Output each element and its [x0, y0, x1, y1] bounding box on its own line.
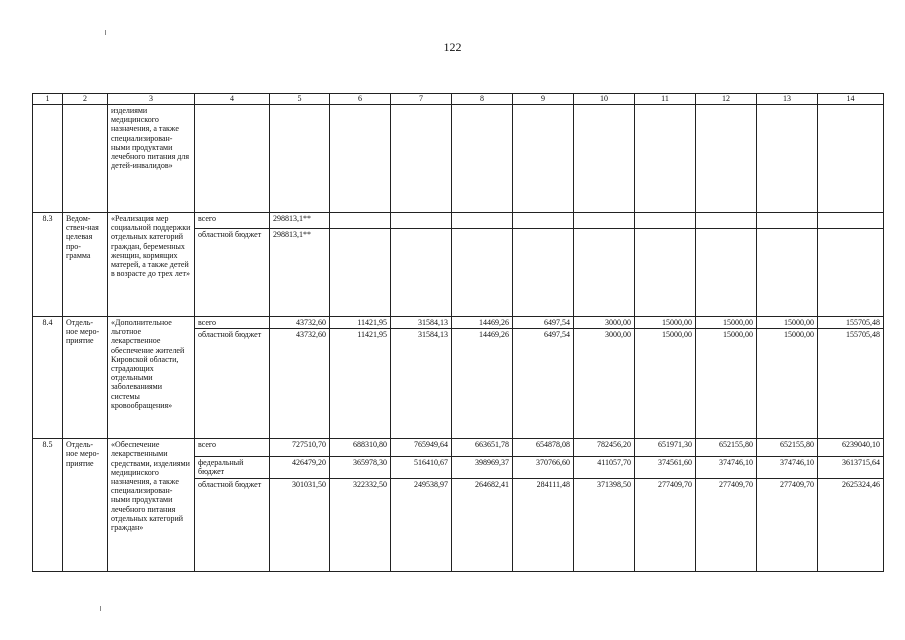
row-number: 8.5	[33, 439, 63, 572]
value-cell: 14469,26	[452, 317, 513, 329]
table-cell	[33, 105, 63, 213]
budget-table	[32, 93, 884, 572]
value-cell: 155705,48	[818, 317, 884, 329]
value-cell: 411057,70	[574, 457, 635, 479]
measure-name: «Дополнительное льготное лекарственное обеспечение жителей Кировской области, страдающих отдельными заболеваниями системы кровообращения»	[108, 317, 195, 439]
value-cell: 651971,30	[635, 439, 696, 457]
table-cell	[270, 105, 330, 213]
value-cell: 663651,78	[452, 439, 513, 457]
header-cell: 4	[195, 94, 270, 105]
funding-source: федеральный бюджет	[195, 457, 270, 479]
funding-source: всего	[195, 317, 270, 329]
funding-source: всего	[195, 213, 270, 229]
value-cell: 374746,10	[696, 457, 757, 479]
value-cell: 31584,13	[391, 317, 452, 329]
header-cell: 11	[635, 94, 696, 105]
value-cell: 652155,80	[696, 439, 757, 457]
value-cell: 298813,1**	[270, 213, 330, 229]
funding-source: областной бюджет	[195, 329, 270, 439]
value-cell: 727510,70	[270, 439, 330, 457]
value-cell: 15000,00	[635, 317, 696, 329]
header-row	[33, 94, 884, 105]
value-cell: 765949,64	[391, 439, 452, 457]
value-cell: 322332,50	[330, 479, 391, 572]
header-cell: 12	[696, 94, 757, 105]
measure-name: «Обеспечение лекарственными средствами, изделиями медицинского назначения, а также специализирован-ными продуктами лечебного питания отдельных категорий граждан»	[108, 439, 195, 572]
table-cell	[757, 105, 818, 213]
header-cell: 13	[757, 94, 818, 105]
header-cell: 7	[391, 94, 452, 105]
header-cell: 2	[63, 94, 108, 105]
row-number: 8.3	[33, 213, 63, 317]
value-cell: 15000,00	[635, 329, 696, 439]
measure-type: Отдель-ное меро-приятие	[63, 439, 108, 572]
value-cell: 277409,70	[635, 479, 696, 572]
funding-source: областной бюджет	[195, 479, 270, 572]
value-cell: 3613715,64	[818, 457, 884, 479]
page-number: 122	[443, 40, 462, 54]
value-cell: 155705,48	[818, 329, 884, 439]
value-cell: 426479,20	[270, 457, 330, 479]
value-cell: 3000,00	[574, 317, 635, 329]
value-cell: 11421,95	[330, 317, 391, 329]
value-cell: 365978,30	[330, 457, 391, 479]
value-cell: 516410,67	[391, 457, 452, 479]
value-cell: 374561,60	[635, 457, 696, 479]
measure-type: Отдель-ное меро-приятие	[63, 317, 108, 439]
value-cell: 43732,60	[270, 329, 330, 439]
value-cell: 652155,80	[757, 439, 818, 457]
value-cell: 14469,26	[452, 329, 513, 439]
table-row	[33, 105, 884, 213]
header-cell: 8	[452, 94, 513, 105]
value-cell: 277409,70	[757, 479, 818, 572]
measure-name: «Реализация мер социальной поддержки отдельных категорий граждан, беременных женщин, кормящих матерей, а также детей в возрасте до трех лет»	[108, 213, 195, 317]
value-cell: 11421,95	[330, 329, 391, 439]
header-cell: 14	[818, 94, 884, 105]
value-cell: 301031,50	[270, 479, 330, 572]
value-cell: 654878,08	[513, 439, 574, 457]
header-cell: 9	[513, 94, 574, 105]
value-cell: 284111,48	[513, 479, 574, 572]
scan-mark	[100, 606, 101, 611]
table-cell	[63, 105, 108, 213]
value-cell: 688310,80	[330, 439, 391, 457]
measure-name: изделиями медицинского назначения, а также специализирован-ными продуктами лечебного питания для детей-инвалидов»	[108, 105, 195, 213]
table-cell	[391, 105, 452, 213]
value-cell: 3000,00	[574, 329, 635, 439]
value-cell: 782456,20	[574, 439, 635, 457]
value-cell: 15000,00	[696, 317, 757, 329]
value-cell: 6239040,10	[818, 439, 884, 457]
table-cell	[452, 105, 513, 213]
table-cell	[330, 105, 391, 213]
table-cell	[818, 105, 884, 213]
value-cell: 249538,97	[391, 479, 452, 572]
header-cell: 3	[108, 94, 195, 105]
value-cell: 43732,60	[270, 317, 330, 329]
value-cell: 6497,54	[513, 329, 574, 439]
value-cell: 370766,60	[513, 457, 574, 479]
value-cell: 15000,00	[696, 329, 757, 439]
value-cell: 398969,37	[452, 457, 513, 479]
table-cell	[195, 105, 270, 213]
measure-type: Ведом-ствен-ная целевая про-грамма	[63, 213, 108, 317]
value-cell: 6497,54	[513, 317, 574, 329]
table-cell	[696, 105, 757, 213]
header-cell: 1	[33, 94, 63, 105]
table-row	[33, 439, 884, 457]
table-row	[33, 317, 884, 329]
table-row	[33, 213, 884, 229]
table-cell	[635, 105, 696, 213]
value-cell: 15000,00	[757, 317, 818, 329]
row-number: 8.4	[33, 317, 63, 439]
table-cell	[513, 105, 574, 213]
header-cell: 5	[270, 94, 330, 105]
header-cell: 10	[574, 94, 635, 105]
scan-mark	[105, 30, 106, 35]
table-cell	[574, 105, 635, 213]
funding-source: всего	[195, 439, 270, 457]
value-cell: 371398,50	[574, 479, 635, 572]
value-cell: 374746,10	[757, 457, 818, 479]
value-cell: 2625324,46	[818, 479, 884, 572]
funding-source: областной бюджет	[195, 229, 270, 317]
value-cell: 277409,70	[696, 479, 757, 572]
value-cell: 298813,1**	[270, 229, 330, 317]
header-cell: 6	[330, 94, 391, 105]
value-cell: 15000,00	[757, 329, 818, 439]
value-cell: 264682,41	[452, 479, 513, 572]
value-cell: 31584,13	[391, 329, 452, 439]
